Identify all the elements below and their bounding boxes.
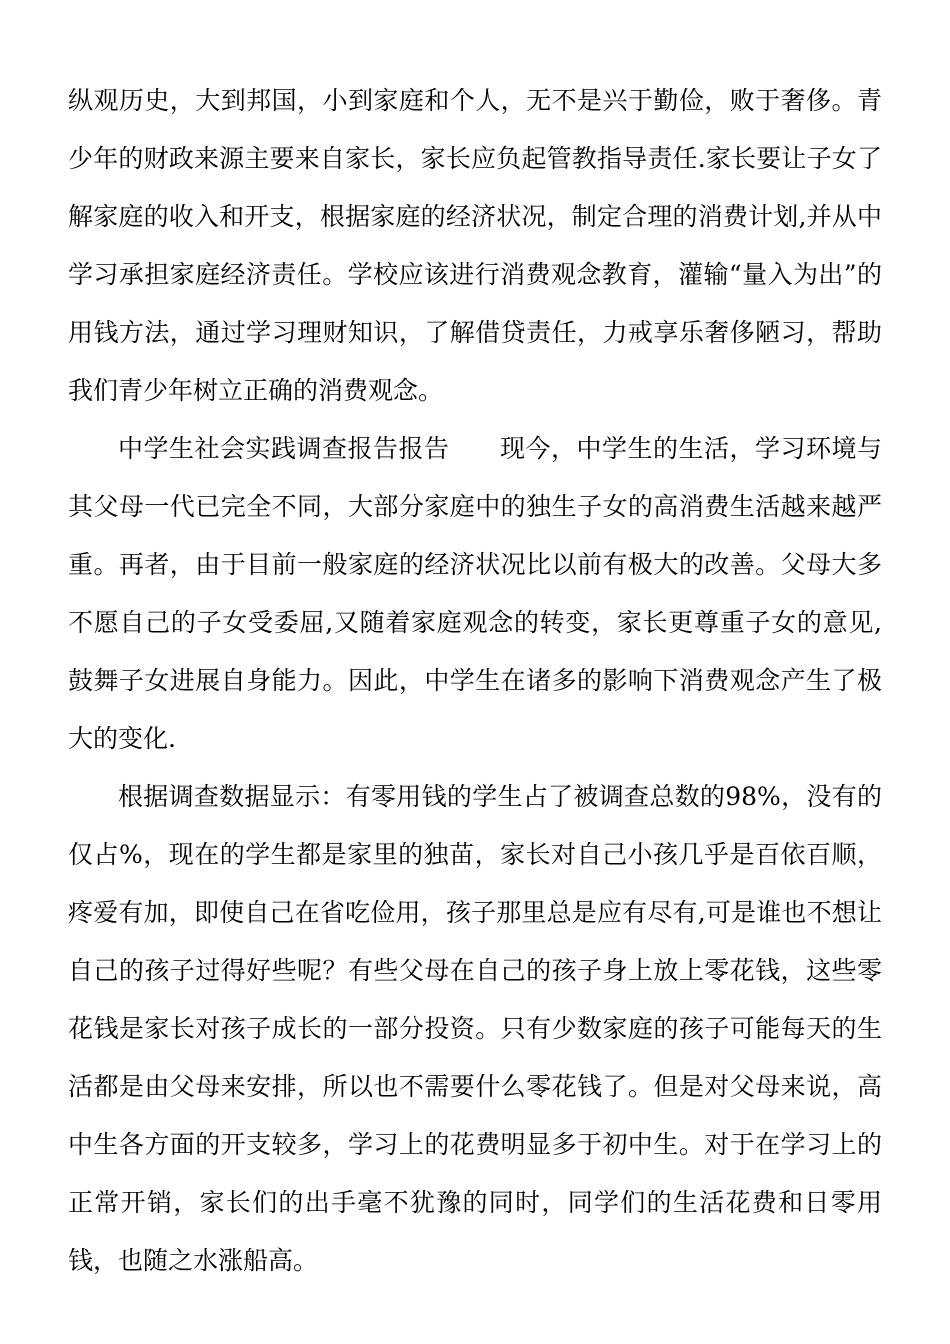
paragraph-2-text: 现今，中学生的生活，学习环境与其父母一代已完全不同，大部分家庭中的独生子女的高消费生活越来越严重。再者，由于目前一般家庭的经济状况比以前有极大的改善。父母大多不愿自己的子女受委屈,又随着家庭观念的转变，家长更尊重子女的意见,鼓舞子女进展自身能力。因此，中学生在诸多的影响下消费观念产生了极大的变化. (68, 434, 882, 753)
paragraph-2 (68, 420, 882, 768)
paragraph-1 (68, 72, 882, 420)
paragraph-1-text: 纵观历史，大到邦国，小到家庭和个人，无不是兴于勤俭，败于奢侈。青少年的财政来源主要来自家长，家长应负起管教指导责任.家长要让子女了解家庭的收入和开支，根据家庭的经济状况，制定合理的消费计划,并从中学习承担家庭经济责任。学校应该进行消费观念教育，灌输“量入为出”的用钱方法，通过学习理财知识，了解借贷责任，力戒享乐奢侈陋习，帮助我们青少年树立正确的消费观念。 (68, 86, 882, 405)
paragraph-3 (68, 768, 882, 1290)
document-page (68, 72, 882, 1290)
report-heading: 中学生社会实践调查报告报告 (118, 434, 450, 463)
paragraph-3-text: 根据调查数据显示：有零用钱的学生占了被调查总数的98%，没有的仅占%，现在的学生都是家里的独苗，家长对自己小孩几乎是百依百顺，疼爱有加，即使自己在省吃俭用，孩子那里总是应有尽有,可是谁也不想让自己的孩子过得好些呢？有些父母在自己的孩子身上放上零花钱，这些零花钱是家长对孩子成长的一部分投资。只有少数家庭的孩子可能每天的生活都是由父母来安排，所以也不需要什么零花钱了。但是对父母来说，高中生各方面的开支较多，学习上的花费明显多于初中生。对于在学习上的正常开销，家长们的出手毫不犹豫的同时，同学们的生活花费和日零用钱，也随之水涨船高。 (68, 782, 882, 1275)
